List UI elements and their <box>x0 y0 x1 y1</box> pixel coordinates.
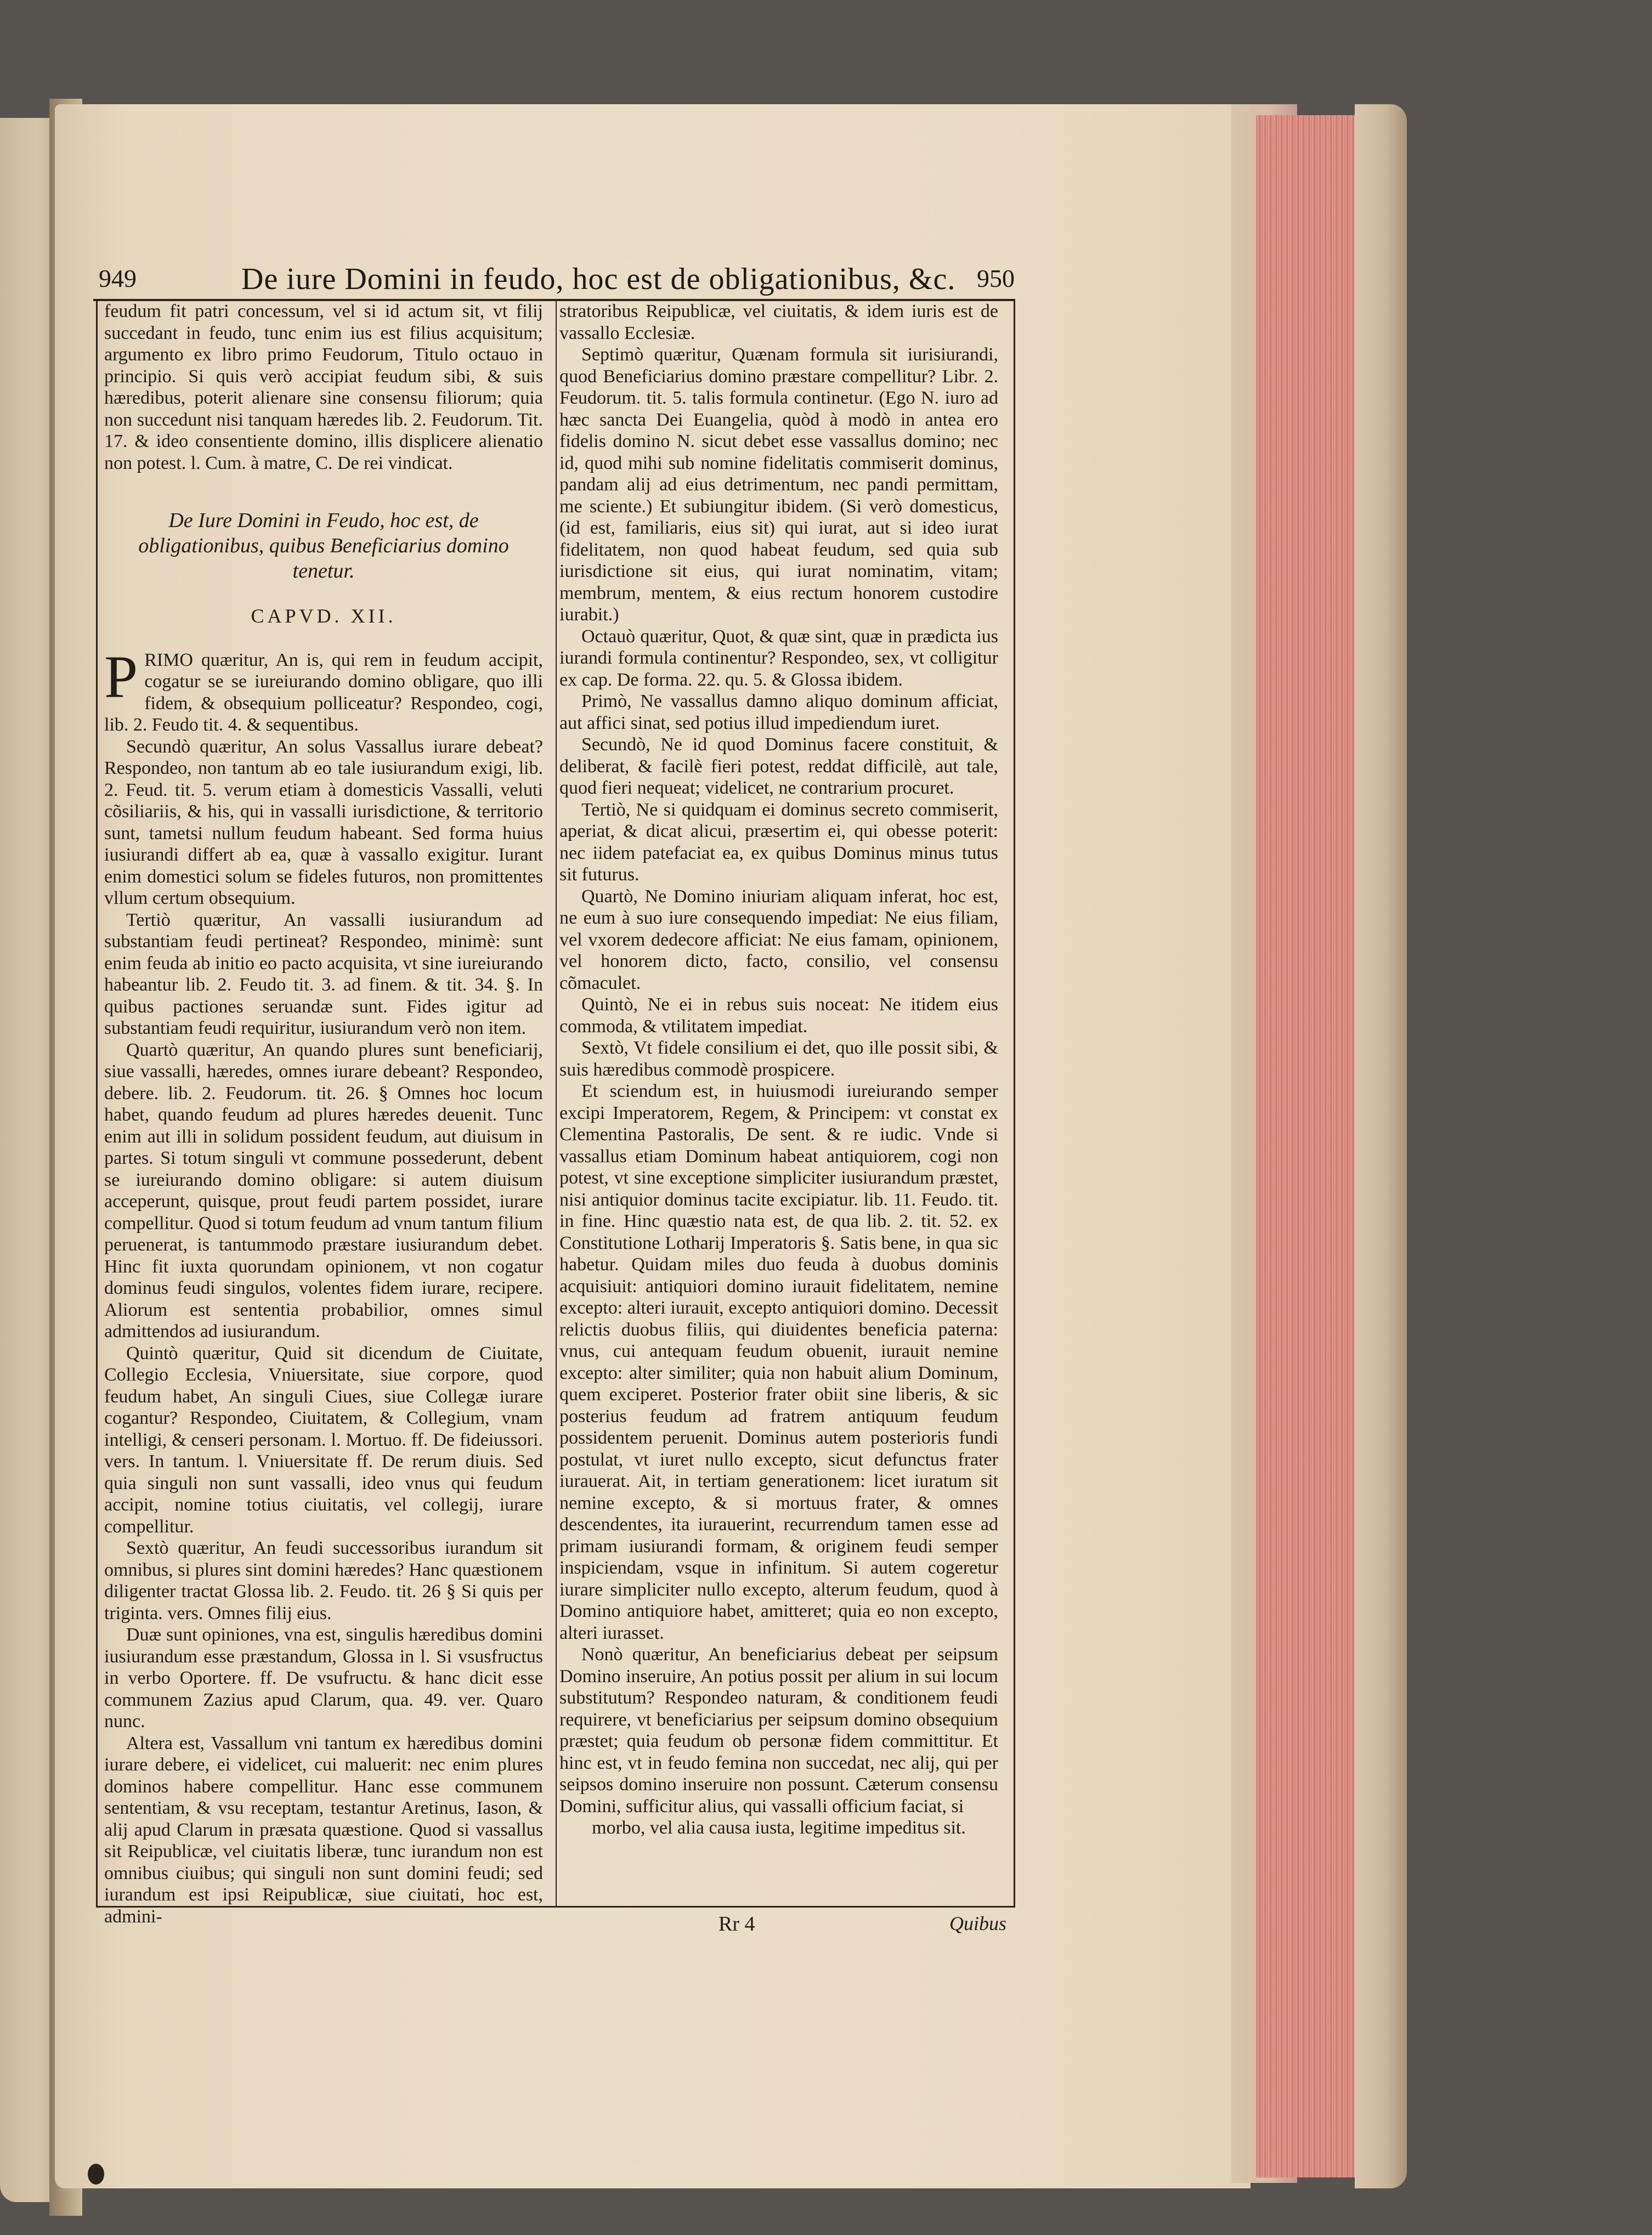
paragraph: Secundò quæritur, An solus Vassallus iurare debeat? Respondeo, non tantum ab eo tale iusiurandum exigi, lib. 2. Feud. tit. 5. verum etiam à domesticis Vassalli, veluti cõsiliariis, & his, qui in vassalli iurisdictione, & territorio sunt, tametsi nullum feudum habeant. Sed forma huius iusiurandi differt ab ea, quæ à vassallo exigitur. Iurant enim domestici solum se fideles futuros, non promittentes vllum certum obsequium. <box>104 736 543 908</box>
catchword: Quibus <box>949 1913 1006 1934</box>
paragraph: Sextò, Vt fidele consilium ei det, quo ille possit sibi, & suis hæredibus commodè prospicere. <box>559 1038 998 1080</box>
paragraph: Et sciendum est, in huiusmodi iureiurando semper excipi Imperatorem, Regem, & Principem: vt constat ex Clementina Pastoralis, De sent. & re iudic. Vnde si vassallus etiam Dominum habeat antiquiorem, cogi non potest, vt sine exceptione simpliciter iusiurandum præstet, nisi antiquior dominus tacite excipiatur. lib. 11. Feudo. tit. in fine. Hinc quæstio nata est, de qua lib. 2. tit. 52. ex Constitutione Lotharij Imperatoris §. Satis bene, in qua sic habetur. Quidam miles duo feuda à duobus dominis acquisiuit: antiquiori domino iurauit fidelitatem, nemine excepto: alteri iurauit, excepto antiquiori domino. Decessit relictis duobus filiis, qui diuidentes beneficia paterna: vnus, cui antequam feudum obuenit, iurauit nemine excepto: alter similiter; quia non habuit alium Dominum, quem exciperet. Posterior frater obiit sine liberis, & sic posterius feudum ad fratrem antiquum feudum possidentem peruenit. Dominus autem posterioris fundi postulat, vt iuret nullo excepto, sicut defunctus frater iurauerat. Ait, in tertiam generationem: licet iuratum sit nemine excepto, & si mortuus frater, & omnes descendentes, ita iurauerint, recurrendum tamen esse ad primam iusiurandi formam, & originem feudi semper inspiciendam, vsque in infinitum. Si autem cogeretur iurare simpliciter nullo excepto, alterum feudum, quod à Domino antiquiore habet, amitteret; quia eo non excepto, alteri iurasset. <box>559 1081 998 1643</box>
running-title: De iure Domini in feudo, hoc est de obligationibus, &c. <box>241 262 956 296</box>
paragraph: Tertiò, Ne si quidquam ei dominus secreto commiserit, aperiat, & dicat alicui, præsertim ei, qui obesse poterit: nec iidem patefaciat ea, ex quibus Dominus minus tutus sit futurus. <box>559 799 998 885</box>
page-number-left: 949 <box>99 264 137 292</box>
ink-spot <box>88 2164 104 2185</box>
paragraph: Nonò quæritur, An beneficiarius debeat per seipsum Domino inseruire, An potius possit per alium in sui locum substitutum? Respondeo naturam, & conditionem feudi requirere, vt beneficiarius per seipsum domino obsequium præstet; quia feudum ob personæ fidem committitur. Et hinc est, vt in feudo femina non succedat, nec alij, qui per seipsos domino inseruire non possunt. Cæterum consensu Domini, sufficitur alius, qui vassalli officium faciat, si <box>559 1644 998 1817</box>
paragraph: Quintò quæritur, Quid sit dicendum de Ciuitate, Collegio Ecclesia, Vniuersitate, siue corpore, quod feudum habet, An singuli Ciues, siue Collegæ iurare cogantur? Respondeo, Ciuitatem, & Collegium, vnam intelligi, & censeri personam. l. Mortuo. ff. De fideiussori. vers. In tantum. l. Vniuersitate ff. De rerum diuis. Sed quia singuli non sunt vassalli, ideo vnus qui feudum accipit, nomine totius ciuitatis, vel collegij, iurare compellitur. <box>104 1343 543 1537</box>
paragraph: Quartò, Ne Domino iniuriam aliquam inferat, hoc est, ne eum à suo iure consequendo impediat: Ne eius filiam, vel vxorem dedecore afficiat: Ne eius famam, opinionem, vel honorem dicto, facto, consilio, vel consensu cõmaculet. <box>559 886 998 993</box>
book-cover-edge <box>1355 104 1407 2188</box>
paragraph: Duæ sunt opiniones, vna est, singulis hæredibus domini iusiurandum esse præstandum, Glossa in l. Si vsusfructus in verbo Oportere. ff. De vsufructu. & hanc dicit esse communem Zazius apud Clarum, qua. 49. ver. Quaro nunc. <box>104 1625 543 1732</box>
page-footer <box>93 1908 1015 1940</box>
paragraph: Septimò quæritur, Quænam formula sit iurisiurandi, quod Beneficiarius domino præstare compellitur? Libr. 2. Feudorum. tit. 5. talis formula continetur. (Ego N. iuro ad hæc sancta Dei Euangelia, quòd à modò in antea ero fidelis domino N. sicut debet esse vassallus domino; nec id, quod mihi sub nomine fidelitatis commiserit dominus, pandam alij ad eius detrimentum, nec pandi permittam, me sciente.) Et subiungitur ibidem. (Si verò domesticus, (id est, familiaris, eius sit) qui iurat, aut si ideo iurat fidelitatem, non quod habeat feudum, sed quia sub iurisdictione sit eius, qui iurat nominatim, vitam; membrum, mentem, & eius rectum honorem custodire iurabit.) <box>559 344 998 625</box>
column-rule <box>556 299 557 1906</box>
left-column <box>104 301 543 1927</box>
paragraph: stratoribus Reipublicæ, vel ciuitatis, & idem iuris est de vassallo Ecclesiæ. <box>559 301 998 343</box>
paragraph: Octauò quæritur, Quot, & quæ sint, quæ in prædicta ius iurandi formula continentur? Respondeo, sex, vt colligitur ex cap. De forma. 22. qu. 5. & Glossa ibidem. <box>559 626 998 690</box>
paragraph: Secundò, Ne id quod Dominus facere constituit, & deliberat, & facilè fieri potest, reddat difficilè, aut tale, quod fieri nequeat; videlicet, ne contrarium procuret. <box>559 734 998 798</box>
paragraph: Quintò, Ne ei in rebus suis noceat: Ne itidem eius commoda, & vtilitatem impediat. <box>559 994 998 1037</box>
paragraph: Altera est, Vassallum vni tantum ex hæredibus domini iurare debere, ei videlicet, cui maluerit: nec enim plures dominos habere compellitur. Hanc esse communem sententiam, & vsu receptam, testantur Aretinus, Iason, & alij apud Clarum in præsata quæstione. Quod si vassallus sit Reipublicæ, vel ciuitatis liberæ, tunc iurandum non est omnibus ciuibus; qui singuli non sunt domini feudi; sed iurandum est ipsi Reipublicæ, siue ciuitati, hoc est, admini- <box>104 1733 543 1927</box>
right-column <box>559 301 998 1839</box>
paragraph: Primò, Ne vassallus damno aliquo dominum afficiat, aut affici sinat, sed potius illud impediendum iuret. <box>559 691 998 733</box>
chapter-heading: CAPVD. XII. <box>251 605 397 627</box>
section-title: De Iure Domini in Feudo, hoc est, de obligationibus, quibus Beneficiarius domino tenetur. <box>138 509 509 582</box>
paragraph: Sextò quæritur, An feudi successoribus iurandum sit omnibus, si plures sint domini hæredes? Hanc quæstionem diligenter tractat Glossa lib. 2. Feudo. tit. 26 § Si quis per triginta. vers. Omnes filij eius. <box>104 1538 543 1623</box>
page-number-right: 950 <box>977 264 1015 292</box>
paragraph: Tertiò quæritur, An vassalli iusiurandum ad substantiam feudi pertineat? Respondeo, minimè: sunt enim feuda ab initio eo pacto acquisita, vt sine iureiurando habeantur lib. 2. Feudo tit. 3. ad finem. & tit. 34. §. In quibus pactiones seruandæ sunt. Fides igitur ad substantiam feudi requiritur, iusiurandum verò non item. <box>104 909 543 1038</box>
running-header <box>93 261 1015 301</box>
signature-mark: Rr 4 <box>718 1913 755 1936</box>
drop-cap: P <box>104 643 138 710</box>
paragraph: RIMO quæritur, An is, qui rem in feudum accipit, cogatur se se iureiurando domino obligare, quo illi fidem, & obsequium polliceatur? Respondeo, cogi, lib. 2. Feudo tit. 4. & sequentibus. <box>104 649 543 735</box>
closing-line: morbo, vel alia causa iusta, legitime impeditus sit. <box>592 1818 966 1838</box>
paragraph: Quartò quæritur, An quando plures sunt beneficiarij, siue vassalli, hæredes, omnes iurare debeant? Respondeo, debere. lib. 2. Feudorum. tit. 26. § Omnes hoc locum habet, quando feudum ad plures hæredes deuenit. Tunc enim aut illi in solidum possident feudum, aut diuisum in partes. Si totum singuli vt commune possederunt, debent se iureiurando domino obligare: si autem diuisum acceperunt, quisque, prout feudi partem possidet, iurare compellitur. Quod si totum feudum ad vnum tantum filium peruenerat, is tantummodo præstare iusiurandum debet. Hinc fit iuxta quorundam opinionem, vt non cogatur dominus feudi singulos, volentes fidem iurare, recipere. Aliorum est sententia probabilior, omnes simul admittendos ad iusiurandum. <box>104 1039 543 1342</box>
opening-paragraph: feudum fit patri concessum, vel si id actum sit, vt filij succedant in feudo, tunc enim ius est filius acquisitum; argumento ex libro primo Feudorum, Titulo octauo in principio. Si quis verò accipiat feudum sibi, & suis hæredibus, poterit alienare sine consensu filiorum; quia non succedunt nisi tanquam hæredes lib. 2. Feudorum. Tit. 17. & ideo consentiente domino, illis displicere alienatio non potest. l. Cum. à matre, C. De rei vindicat. <box>104 301 543 473</box>
